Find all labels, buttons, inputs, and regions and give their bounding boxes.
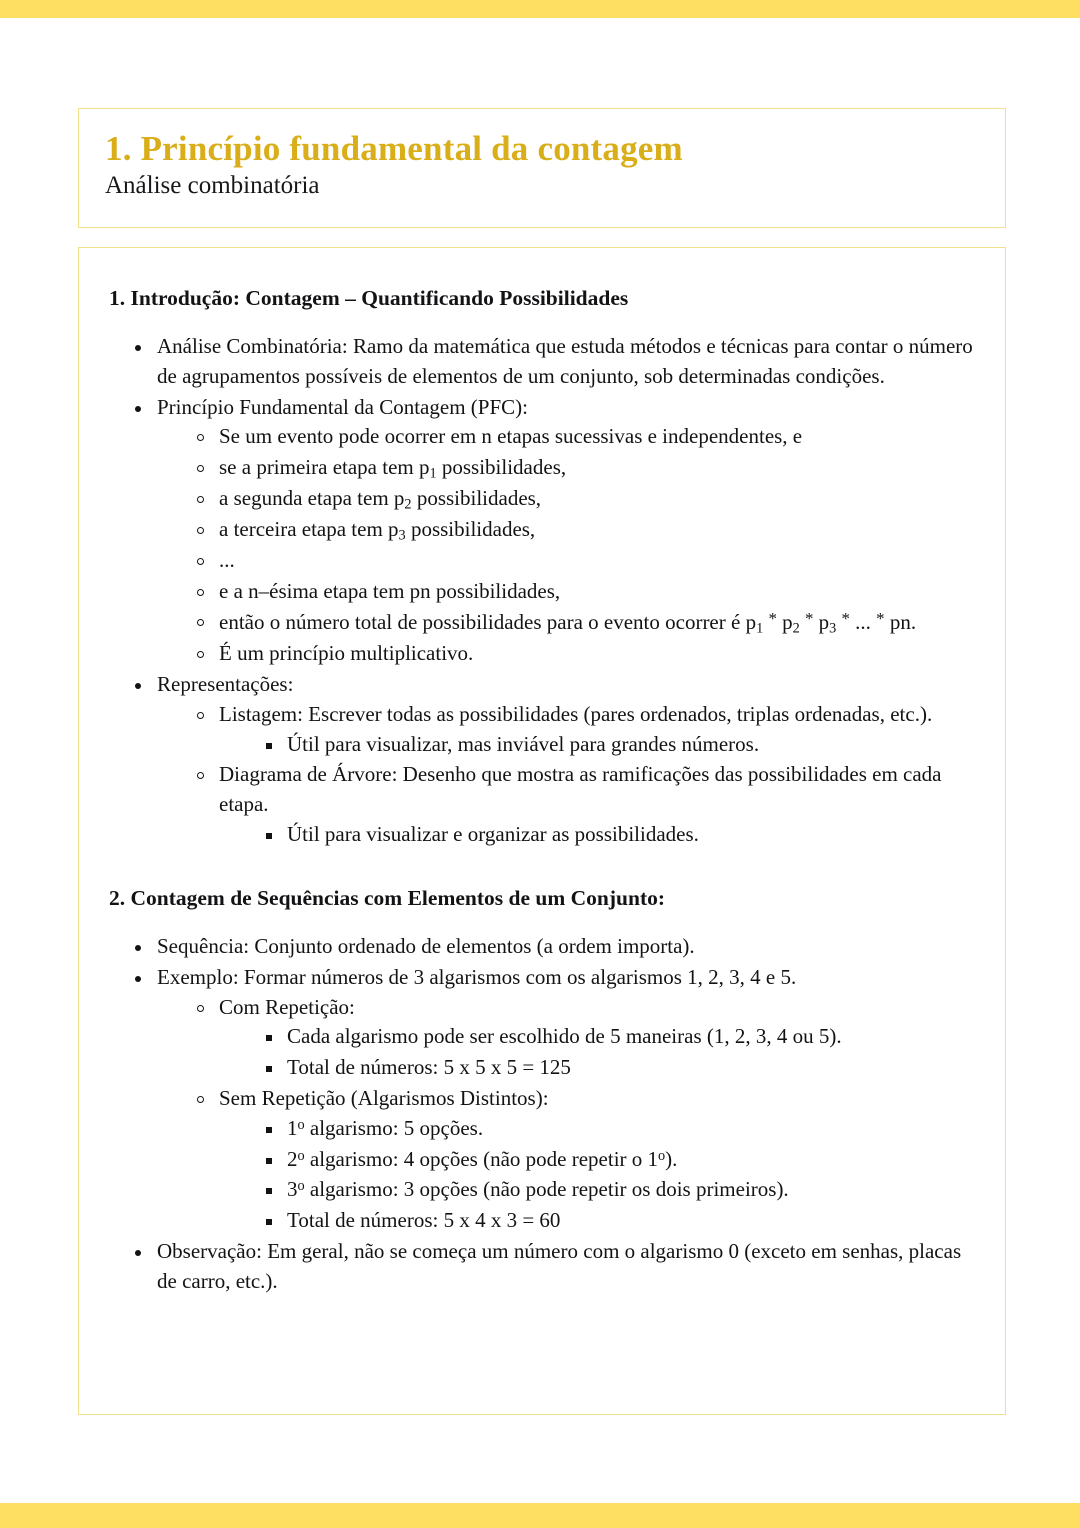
list-item-text: Total de números: 5 x 5 x 5 = 125: [287, 1055, 571, 1080]
list-item: [193, 639, 975, 669]
section-heading: 2. Contagem de Sequências com Elementos de um Conjunto:: [109, 885, 666, 910]
bullet-list-level-1: [131, 932, 975, 1297]
list-item-text: 3$^o$ algarismo: 3 opções (não pode repetir os dois primeiros).: [287, 1177, 789, 1202]
list-item: [261, 730, 975, 760]
list-item-text: Exemplo: Formar números de 3 algarismos com os algarismos 1, 2, 3, 4 e 5.: [157, 964, 797, 989]
list-item-text: Diagrama de Árvore: Desenho que mostra as ramificações das possibilidades em cada etapa.: [219, 762, 942, 817]
spacer: [109, 921, 975, 932]
list-item: [131, 332, 975, 392]
list-item: [193, 993, 975, 1083]
document-page: [0, 18, 1080, 1503]
list-item: [193, 422, 975, 452]
content-box: [78, 247, 1006, 1415]
section-heading: 1. Introdução: Contagem – Quantificando Possibilidades: [109, 286, 629, 310]
list-item: [193, 515, 975, 545]
list-item: [131, 670, 975, 850]
list-item: [261, 820, 975, 850]
list-item: [193, 760, 975, 849]
list-item: [131, 932, 975, 962]
list-item-text: Princípio Fundamental da Contagem (PFC):: [157, 394, 528, 419]
list-item-text: Útil para visualizar e organizar as possibilidades.: [287, 822, 699, 847]
title-box: [78, 108, 1006, 228]
list-item-text: 2$^o$ algarismo: 4 opções (não pode repetir o 1$^o$).: [287, 1146, 678, 1171]
top-accent-bar: [0, 0, 1080, 18]
bullet-list-level-2: [193, 422, 975, 669]
list-item-text: a segunda etapa tem $p_2$ possibilidades,: [219, 486, 542, 513]
list-item-text: Cada algarismo pode ser escolhido de 5 maneiras (1, 2, 3, 4 ou 5).: [287, 1024, 842, 1049]
list-item: [193, 607, 975, 638]
list-item: [193, 1084, 975, 1236]
list-item: [193, 700, 975, 760]
list-item-text: Sequência: Conjunto ordenado de elementos (a ordem importa).: [157, 933, 695, 958]
list-item: [131, 393, 975, 669]
list-item: [193, 546, 975, 576]
sections-container: [109, 284, 975, 1297]
list-item: [131, 963, 975, 1236]
bullet-list-level-3: [261, 1022, 975, 1083]
bullet-list-level-2: [193, 993, 975, 1237]
list-item: [193, 484, 975, 514]
list-item-text: 1$^o$ algarismo: 5 opções.: [287, 1115, 484, 1140]
list-item: [193, 577, 975, 607]
list-item-text: Útil para visualizar, mas inviável para grandes números.: [287, 731, 760, 756]
list-item: [261, 1145, 975, 1175]
list-item: [193, 453, 975, 483]
list-item-text: a terceira etapa tem $p_3$ possibilidades,: [219, 516, 536, 544]
bullet-list-level-2: [193, 700, 975, 850]
list-item-text: então o número total de possibilidades para o evento ocorrer é $p_1$ * $p_2$ * $p_3$ * ... * pn.: [219, 609, 917, 637]
list-item-text: É um princípio multiplicativo.: [219, 641, 474, 666]
list-item: [261, 1175, 975, 1205]
list-item-text: se a primeira etapa tem $p_1$ possibilidades,: [219, 455, 567, 482]
list-item-text: ...: [219, 547, 235, 572]
bullet-list-level-1: [131, 332, 975, 850]
spacer: [109, 321, 975, 332]
list-item: [261, 1114, 975, 1144]
bottom-accent-bar: [0, 1503, 1080, 1528]
page-subtitle: Análise combinatória: [105, 172, 320, 200]
list-item-text: Representações:: [157, 671, 294, 696]
list-item: [131, 1237, 975, 1297]
bullet-list-level-3: [261, 820, 975, 850]
list-item-text: Se um evento pode ocorrer em n etapas sucessivas e independentes, e: [219, 424, 803, 449]
list-item-text: Listagem: Escrever todas as possibilidades (pares ordenados, triplas ordenadas, etc.).: [219, 701, 933, 726]
list-item: [261, 1206, 975, 1236]
list-item-text: Total de números: 5 x 4 x 3 = 60: [287, 1208, 561, 1233]
list-item-text: Observação: Em geral, não se começa um número com o algarismo 0 (exceto em senhas, placas de carro, etc.).: [157, 1239, 962, 1293]
list-item-text: Com Repetição:: [219, 994, 355, 1019]
list-item: [261, 1053, 975, 1083]
list-item-text: Análise Combinatória: Ramo da matemática que estuda métodos e técnicas para contar o número de agrupamentos possíveis de elementos de um conjunto, sob determinadas condições.: [157, 334, 973, 388]
list-item: [261, 1022, 975, 1052]
bullet-list-level-3: [261, 730, 975, 760]
page-title: 1. Princípio fundamental da contagem: [105, 129, 683, 168]
bullet-list-level-3: [261, 1114, 975, 1236]
list-item-text: Sem Repetição (Algarismos Distintos):: [219, 1085, 549, 1110]
list-item-text: e a n–ésima etapa tem pn possibilidades,: [219, 578, 561, 603]
